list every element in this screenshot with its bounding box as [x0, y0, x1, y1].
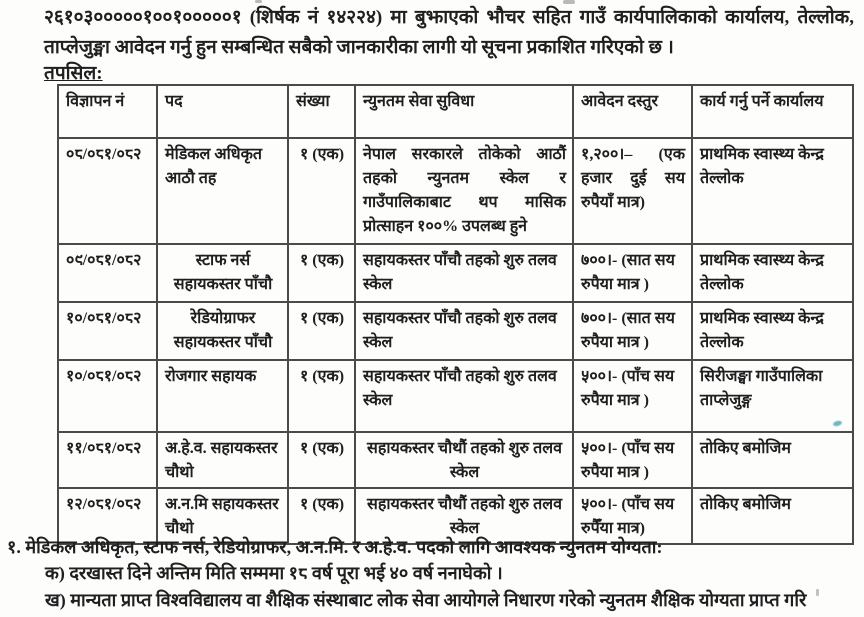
table-cell: सहायकस्तर पाँचौ तहको शुरु तलव स्केल — [355, 302, 573, 360]
note-item-ka: क) दरखास्त दिने अन्तिम मिति सम्ममा १८ वर्ष पूरा भई ४० वर्ष ननाघेको । — [45, 563, 503, 583]
table-cell: १,२००।– (एक हजार दुई सय रुपैयाँ मात्र) — [573, 138, 692, 244]
table-header-row — [58, 85, 853, 138]
table-row — [58, 138, 853, 244]
table-cell: ७००।- (सात सय रुपैया मात्र ) — [573, 244, 692, 302]
table-cell: अ.हे.व. सहायकस्तर चौथो — [157, 432, 288, 488]
table-cell: सहायकस्तर चौथौं तहको शुरु तलव स्केल — [355, 488, 573, 544]
table-cell: ५००।- (पाँच सय रुपैया मात्र ) — [573, 432, 692, 488]
table-cell: सहायकस्तर पाँचौ तहको शुरु तलव स्केल — [355, 360, 573, 432]
table-cell: सहायकस्तर पाँचौ तहको शुरु तलव स्केल — [355, 244, 573, 302]
col-header-min-service-facility: न्युनतम सेवा सुविधा — [355, 85, 573, 138]
table-row — [58, 244, 853, 302]
scan-artifact-top-mid — [563, 0, 575, 4]
table-cell: १०/०८१/०८२ — [58, 302, 157, 360]
intro-paragraph — [44, 3, 854, 63]
col-header-quantity: संख्या — [288, 85, 355, 138]
table-cell: प्राथमिक स्वास्थ्य केन्द्र तेल्लोक — [692, 138, 853, 244]
col-header-work-office: कार्य गर्नु पर्ने कार्यालय — [692, 85, 853, 138]
table-cell: सहायकस्तर चौथौं तहको शुरु तलव स्केल — [355, 432, 573, 488]
table-cell: मेडिकल अधिकृत आठौ तह — [157, 138, 288, 244]
table-cell: १०/०८१/०८२ — [58, 360, 157, 432]
table-cell: तोकिए बमोजिम — [692, 488, 853, 544]
table-cell: १ (एक) — [288, 360, 355, 432]
table-cell: रोजगार सहायक — [157, 360, 288, 432]
col-header-advertisement-no: विज्ञापन नं — [58, 85, 157, 138]
table-cell: १ (एक) — [288, 244, 355, 302]
table-row — [58, 432, 853, 488]
table-cell: ७००।- (सात सय रुपैया मात्र ) — [573, 302, 692, 360]
col-header-application-fee: आवेदन दस्तुर — [573, 85, 692, 138]
table-cell: स्टाफ नर्स सहायकस्तर पाँचौ — [157, 244, 288, 302]
table-cell: १ (एक) — [288, 138, 355, 244]
vacancy-table-body — [58, 138, 853, 544]
table-cell: सिरीजङ्घा गाउँपालिका ताप्लेजुङ्ग — [692, 360, 853, 432]
table-row — [58, 360, 853, 432]
table-cell: ५००।- (पाँच सय रुपैँया मात्र) — [573, 488, 692, 544]
note-item-kha: ख) मान्यता प्राप्त विश्वविद्यालय वा शैक्षिक संस्थाबाट लोक सेवा आयोगले निधारण गरेको न्युनतम शैक्षिक योग्यता प्राप्त गरि — [45, 590, 807, 610]
col-header-position: पद — [157, 85, 288, 138]
table-row — [58, 302, 853, 360]
table-cell: १ (एक) — [288, 302, 355, 360]
table-cell: नेपाल सरकारले तोकेको आठौं तहको न्युनतम स्केल र गाउँपालिकाबाट थप मासिक प्रोत्साहन १००% उपलब्ध हुने — [355, 138, 573, 244]
tapasil-heading: तपसिल: — [44, 63, 103, 84]
table-cell: प्राथमिक स्वास्थ्य केन्द्र तेल्लोक — [692, 302, 853, 360]
table-cell: प्राथमिक स्वास्थ्य केन्द्र तेल्लोक — [692, 244, 853, 302]
table-cell: १ (एक) — [288, 432, 355, 488]
scan-artifact-top-left — [255, 0, 262, 3]
table-cell: ५००।- (पाँच सय रुपैया मात्र ) — [573, 360, 692, 432]
vacancy-table — [57, 84, 854, 545]
table-cell: ०८/०८१/०८२ — [58, 138, 157, 244]
table-cell: १२/०८१/०८२ — [58, 488, 157, 544]
table-cell: रेडियोग्राफर सहायकस्तर पाँचौ — [157, 302, 288, 360]
table-cell: अ.न.मि सहायकस्तर चौथो — [157, 488, 288, 544]
notes-heading: १. मेडिकल अधिकृत, स्टाफ नर्स, रेडियोग्राफर, अ.न.मि. र अ.हे.व. पदको लागि आवश्यक न्युनतम योग्यता: — [7, 537, 663, 557]
table-cell: ११/०८१/०८२ — [58, 432, 157, 488]
table-cell: १ (एक) — [288, 488, 355, 544]
intro-line-2: ताप्लेजुङ्मा आवेदन गर्नु हुन सम्बन्धित सबैको जानकारीका लागी यो सूचना प्रकाशित गरिएको छ । — [44, 37, 674, 58]
table-cell: ०९/०८१/०८२ — [58, 244, 157, 302]
scan-artifact-bottom-right — [816, 589, 819, 596]
notes-section — [7, 534, 857, 613]
table-cell: तोकिए बमोजिम — [692, 432, 853, 488]
intro-line-1: २६१०३०००००१००१०००००१ (शिर्षक नं १४२२४) मा बुझाएको भौचर सहित गाउँ कार्यपालिकाको कार्यालय, तेल्लोक, — [44, 7, 854, 28]
